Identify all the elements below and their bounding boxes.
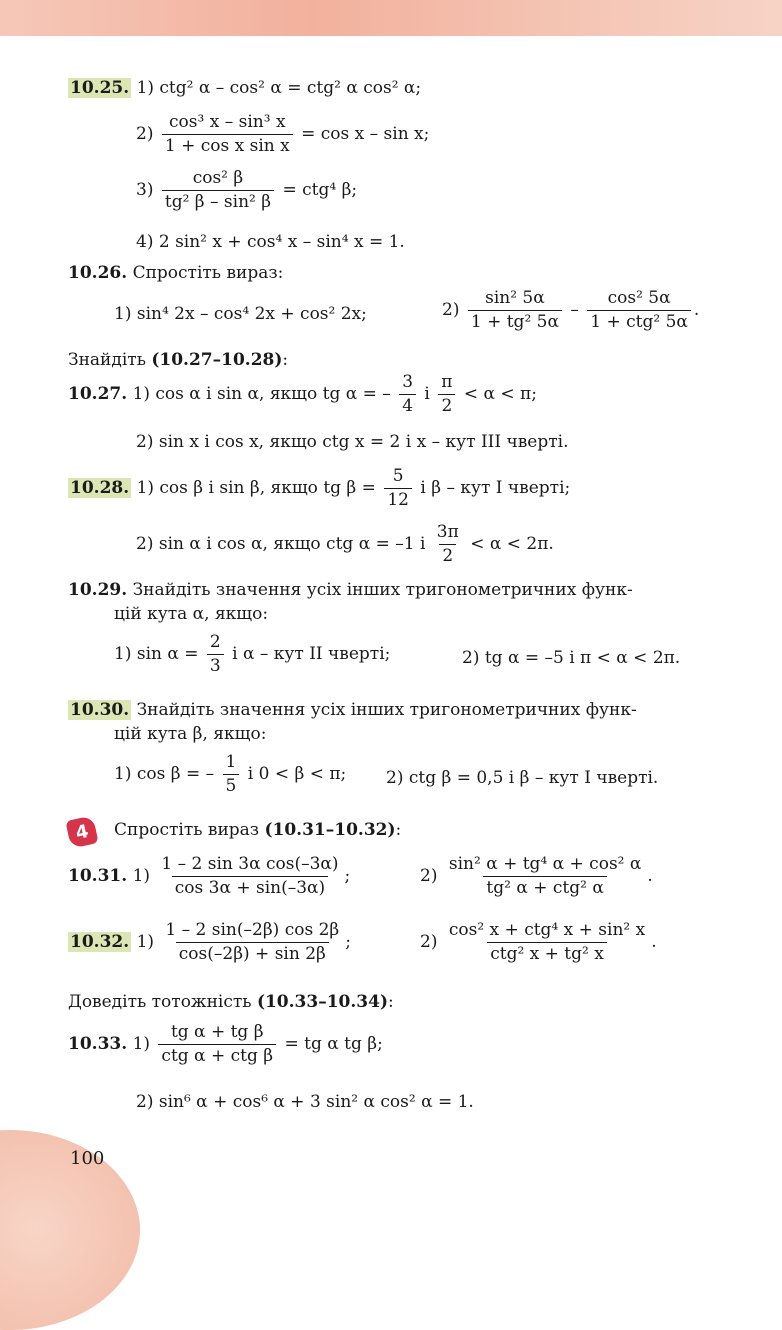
fraction: $\frac{\text{cos² x + ctg⁴ x + sin² x}}{\text{ctg² x + tg² x}}$ [448, 920, 646, 964]
problem-10-31-item-1: 10.31. 1) $\frac{\text{1 – 2 sin 3α cos(–3α)}}{\cos 3\alpha + \sin(-3\alpha)}$ ; [68, 854, 351, 898]
problem-10-33-item-1: 10.33. 1) $\frac{\text{tg α + tg β}}{\text{ctg α + ctg β}}$ = tg α tg β; [68, 1022, 383, 1066]
problem-10-25-item-1: 10.25. 1) ctg² α – cos² α = ctg² α cos² α; [70, 78, 422, 98]
problem-10-28-item-1: 10.28. 1) cos β і sin β, якщо tg β = $\frac{5}{12}$ і β – кут I чверті; [70, 466, 571, 510]
problem-10-32-item-1: 10.32. 1) $\frac{1 - 2 \sin(-2\beta) \cos 2\beta}{\cos(-2\beta) + \sin 2\beta}$ ; [70, 920, 351, 964]
problem-10-29-item-1: 1) sin α = $\frac{2}{3}$ і α – кут II чверті; [114, 632, 391, 676]
problem-number: 10.28. [70, 478, 130, 498]
fraction: $\frac{3}{4}$ [399, 374, 416, 415]
fraction: $\frac{\text{cos² 5α}}{\text{1 + ctg² 5α}}$ [587, 290, 691, 331]
level-4-badge-icon: 4 [65, 815, 98, 848]
problem-10-29-line-2: цій кута α, якщо: [114, 604, 269, 624]
fraction: $\frac{\text{tg α + tg β}}{\text{ctg α + ctg β}}$ [158, 1024, 276, 1065]
problem-10-29-line-1: 10.29. Знайдіть значення усіх інших тригонометричних функ- [68, 580, 633, 600]
fraction: $\frac{\text{sin² 5α}}{\text{1 + tg² 5α}}$ [468, 290, 562, 331]
problem-10-25-item-2: 2) $\frac{\text{cos³ x – sin³ x}}{\text{1 + cos x sin x}}$ = cos x – sin x; [136, 112, 430, 156]
problem-10-25-item-4: 4) 2 sin² x + cos⁴ x – sin⁴ x = 1. [136, 232, 405, 252]
problem-10-29-item-2: 2) tg α = –5 і π < α < 2π. [462, 648, 681, 668]
problem-10-31-item-2: 2) $\frac{\text{sin² α + tg⁴ α + cos² α}}{\text{tg² α + ctg² α}}$ . [420, 854, 653, 898]
top-decorative-band [0, 0, 782, 36]
section-prove-heading: Доведіть тотожність (10.33–10.34): [68, 992, 394, 1012]
problem-10-26-item-1: 1) sin⁴ 2x – cos⁴ 2x + cos² 2x; [114, 304, 367, 324]
problem-10-26-header: 10.26. Спростіть вираз: [68, 263, 284, 283]
problem-number: 10.25. [70, 78, 130, 98]
problem-10-25-item-3: 3) $\frac{\text{cos² β}}{\text{tg² β – sin² β}}$ = ctg⁴ β; [136, 168, 358, 212]
fraction: $\frac{2}{3}$ [207, 634, 224, 675]
problem-number: 10.32. [70, 932, 130, 952]
fraction: $\frac{\text{cos² β}}{\text{tg² β – sin² β}}$ [162, 170, 274, 211]
fraction: $\frac{1 - 2 \sin(-2\beta) \cos 2\beta}{\cos(-2\beta) + \sin 2\beta}$ [165, 920, 340, 964]
problem-10-27-item-2: 2) sin x і cos x, якщо ctg x = 2 і x – кут III чверті. [136, 432, 569, 452]
problem-10-32-item-2: 2) $\frac{\text{cos² x + ctg⁴ x + sin² x}}{\text{ctg² x + tg² x}}$ . [420, 920, 657, 964]
problem-10-27-item-1: 10.27. 1) cos α і sin α, якщо tg α = – $\frac{3}{4}$ і $\frac{\pi}{2}$ < α < π; [68, 372, 537, 416]
problem-10-26-item-2: 2) $\frac{\text{sin² 5α}}{\text{1 + tg² 5α}}$ – $\frac{\text{cos² 5α}}{\text{1 + ctg² 5α}}$ . [442, 288, 700, 332]
problem-number: 10.33. [68, 1034, 128, 1054]
problem-number: 10.30. [70, 700, 130, 720]
problem-10-28-item-2: 2) sin α і cos α, якщо ctg α = –1 і $\frac{3\pi}{2}$ < α < 2π. [136, 522, 554, 566]
problem-number: 10.26. [68, 263, 128, 283]
problem-10-30-item-2: 2) ctg β = 0,5 і β – кут I чверті. [386, 768, 659, 788]
fraction: $\frac{3\pi}{2}$ [436, 522, 459, 566]
fraction: $\frac{1}{5}$ [223, 754, 240, 795]
problem-10-30-line-1: 10.30. Знайдіть значення усіх інших тригонометричних функ- [70, 700, 637, 720]
page-number: 100 [70, 1148, 105, 1169]
section-simplify-heading: Спростіть вираз (10.31–10.32): [114, 820, 402, 840]
fraction: $\frac{\text{sin² α + tg⁴ α + cos² α}}{\text{tg² α + ctg² α}}$ [448, 854, 642, 898]
problem-10-30-line-2: цій кута β, якщо: [114, 724, 267, 744]
fraction: $\frac{\text{1 – 2 sin 3α cos(–3α)}}{\cos 3\alpha + \sin(-3\alpha)}$ [161, 854, 339, 898]
fraction: $\frac{5}{12}$ [384, 468, 412, 509]
section-find-heading: Знайдіть (10.27–10.28): [68, 350, 289, 370]
problem-number: 10.27. [68, 384, 128, 404]
problem-number: 10.29. [68, 580, 128, 600]
fraction: $\frac{\text{cos³ x – sin³ x}}{\text{1 + cos x sin x}}$ [162, 114, 293, 155]
problem-10-30-item-1: 1) cos β = – $\frac{1}{5}$ і 0 < β < π; [114, 752, 347, 796]
problem-number: 10.31. [68, 866, 128, 886]
fraction: $\frac{\pi}{2}$ [438, 374, 455, 415]
problem-10-33-item-2: 2) sin⁶ α + cos⁶ α + 3 sin² α cos² α = 1. [136, 1092, 474, 1112]
